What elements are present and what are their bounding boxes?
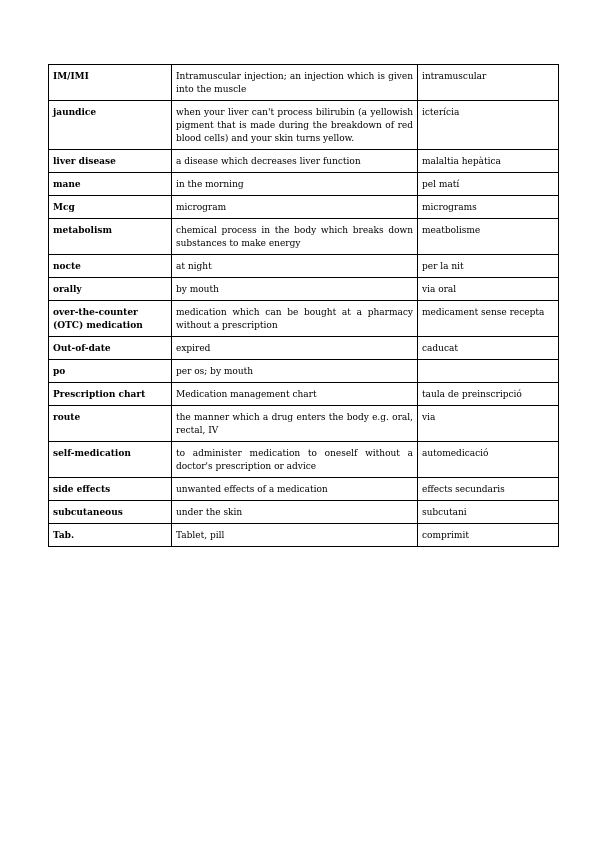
translation-cell: comprimit [418, 524, 559, 547]
table-row [49, 524, 559, 547]
definition-cell: Intramuscular injection; an injection which is given into the muscle [172, 65, 418, 101]
definition-cell: microgram [172, 196, 418, 219]
translation-cell: caducat [418, 337, 559, 360]
definition-cell: expired [172, 337, 418, 360]
definition-cell: medication which can be bought at a pharmacy without a prescription [172, 301, 418, 337]
table-row [49, 65, 559, 101]
translation-cell: effects secundaris [418, 478, 559, 501]
definition-cell: unwanted effects of a medication [172, 478, 418, 501]
translation-cell: via oral [418, 278, 559, 301]
term-cell: po [49, 360, 172, 383]
table-row [49, 501, 559, 524]
definition-cell: per os; by mouth [172, 360, 418, 383]
term-cell: Tab. [49, 524, 172, 547]
definition-cell: under the skin [172, 501, 418, 524]
table-row [49, 442, 559, 478]
definition-cell: chemical process in the body which breaks down substances to make energy [172, 219, 418, 255]
table-row [49, 150, 559, 173]
term-cell: over-the-counter (OTC) medication [49, 301, 172, 337]
translation-cell: taula de preinscripció [418, 383, 559, 406]
definition-cell: to administer medication to oneself without a doctor's prescription or advice [172, 442, 418, 478]
translation-cell: pel matí [418, 173, 559, 196]
term-cell: route [49, 406, 172, 442]
glossary-table-body [49, 65, 559, 547]
table-row [49, 301, 559, 337]
translation-cell: icterícia [418, 101, 559, 150]
translation-cell: meatbolisme [418, 219, 559, 255]
table-row [49, 173, 559, 196]
table-row [49, 278, 559, 301]
translation-cell: per la nit [418, 255, 559, 278]
definition-cell: a disease which decreases liver function [172, 150, 418, 173]
definition-cell: in the morning [172, 173, 418, 196]
term-cell: self-medication [49, 442, 172, 478]
table-row [49, 219, 559, 255]
table-row [49, 196, 559, 219]
table-row [49, 360, 559, 383]
term-cell: jaundice [49, 101, 172, 150]
definition-cell: Medication management chart [172, 383, 418, 406]
translation-cell: subcutani [418, 501, 559, 524]
term-cell: Prescription chart [49, 383, 172, 406]
translation-cell: micrograms [418, 196, 559, 219]
term-cell: mane [49, 173, 172, 196]
term-cell: orally [49, 278, 172, 301]
definition-cell: when your liver can't process bilirubin (a yellowish pigment that is made during the breakdown of red blood cells) and your skin turns yellow. [172, 101, 418, 150]
translation-cell: via [418, 406, 559, 442]
definition-cell: by mouth [172, 278, 418, 301]
term-cell: nocte [49, 255, 172, 278]
term-cell: IM/IMI [49, 65, 172, 101]
table-row [49, 383, 559, 406]
term-cell: Out-of-date [49, 337, 172, 360]
translation-cell: malaltia hepàtica [418, 150, 559, 173]
definition-cell: at night [172, 255, 418, 278]
term-cell: Mcg [49, 196, 172, 219]
translation-cell [418, 360, 559, 383]
definition-cell: Tablet, pill [172, 524, 418, 547]
table-row [49, 101, 559, 150]
term-cell: liver disease [49, 150, 172, 173]
table-row [49, 478, 559, 501]
table-row [49, 255, 559, 278]
translation-cell: intramuscular [418, 65, 559, 101]
term-cell: subcutaneous [49, 501, 172, 524]
table-row [49, 337, 559, 360]
translation-cell: medicament sense recepta [418, 301, 559, 337]
translation-cell: automedicació [418, 442, 559, 478]
glossary-table [48, 64, 559, 547]
term-cell: metabolism [49, 219, 172, 255]
term-cell: side effects [49, 478, 172, 501]
table-row [49, 406, 559, 442]
definition-cell: the manner which a drug enters the body e.g. oral, rectal, IV [172, 406, 418, 442]
